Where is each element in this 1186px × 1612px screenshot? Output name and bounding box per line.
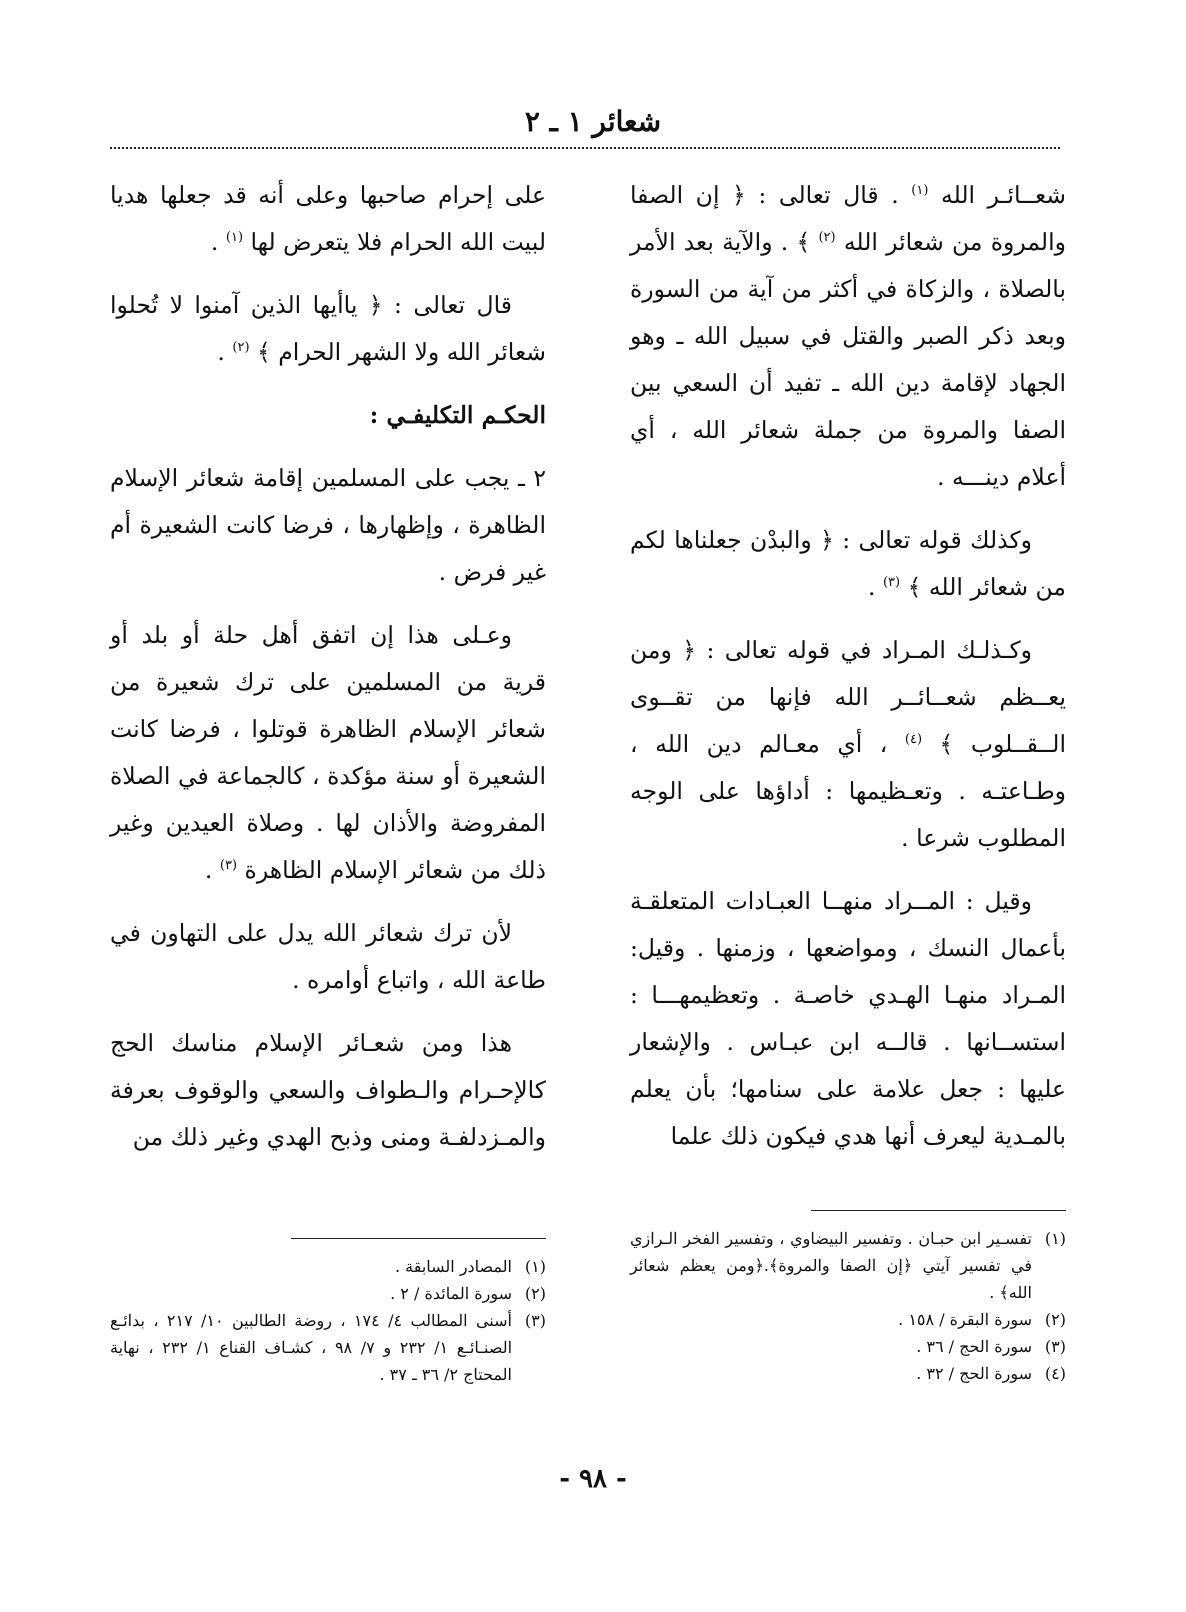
header-dotted-rule <box>110 147 1060 149</box>
footnote-number: (١) <box>524 1257 546 1276</box>
left-text-column <box>110 172 546 1177</box>
paragraph-text: قال تعالى : ﴿ ياأيها الذين آمنوا لا تُحلوا شعائر الله ولا الشهر الحرام ﴾ <box>110 291 546 366</box>
left-paragraph-6 <box>110 1020 546 1161</box>
footnote-number: (٢) <box>524 1284 546 1303</box>
right-footnotes <box>630 1210 1066 1387</box>
left-paragraph-1 <box>110 172 546 266</box>
right-paragraph-1 <box>630 172 1066 501</box>
left-paragraph-4 <box>110 612 546 894</box>
footnote-item <box>630 1360 1066 1387</box>
footnote-number: (٣) <box>524 1311 546 1330</box>
footnote-text: سورة الحج / ٣٢ . <box>916 1364 1032 1383</box>
footnote-number: (١) <box>1044 1229 1066 1248</box>
left-paragraph-2 <box>110 282 546 376</box>
paragraph-text: . <box>210 228 219 256</box>
paragraph-text: . قال تعالى : ﴿ إن الصفا والمروة من شعائر الله <box>630 181 1066 256</box>
footnote-marker: (٢) <box>232 340 250 356</box>
paragraph-text: ٢ ـ يجب على المسلمين إقامة شعائر الإسلام الظاهرة ، وإظهارها ، فرضا كانت الشعيرة أم غير فرض . <box>110 464 546 586</box>
footnote-marker: (١) <box>225 230 244 246</box>
footnote-rule <box>291 1238 546 1239</box>
footnote-text: تفسـير ابن حبـان . وتفسير البيضاوي ، وتفسير الفخر الـرازي في تفسير آيتي ﴿إن الصفا والمروة﴾.﴿ومن يعظم شعائر الله﴾ . <box>630 1229 1032 1302</box>
left-footnotes <box>110 1238 546 1388</box>
footnote-item <box>110 1280 546 1307</box>
paragraph-text: ، أي معـالم دين الله ، وطـاعتـه . وتعـظيمها : أداؤها على الوجه المطلوب شرعا . <box>630 730 1066 852</box>
footnote-marker: (٤) <box>904 732 923 748</box>
right-paragraph-3 <box>630 627 1066 862</box>
paragraph-text: لأن ترك شعائر الله يدل على التهاون في طاعة الله ، واتباع أوامره . <box>110 919 546 994</box>
footnote-item <box>630 1225 1066 1306</box>
footnote-item <box>110 1253 546 1280</box>
paragraph-text: . <box>217 338 225 366</box>
footnote-item <box>630 1306 1066 1333</box>
footnote-rule <box>811 1210 1066 1211</box>
footnote-text: سورة البقرة / ١٥٨ . <box>898 1310 1032 1329</box>
paragraph-text: ﴾ . والآية بعد الأمر بالصلاة ، والزكاة في أكثر من آية من السورة وبعد ذكر الصبر والقتل في سبيل الله ـ وهو الجهاد لإقامة دين الله ـ تفيد أن السعي بين الصفا والمروة من جملة شعائر الله ، أي أعلام دينـــه . <box>630 228 1066 491</box>
heading-text: الحكـم التكليفـي : <box>369 401 546 429</box>
paragraph-text: شعــائـر الله <box>941 181 1066 209</box>
footnote-marker: (٢) <box>818 230 836 246</box>
paragraph-text: على إحرام صاحبها وعلى أنه قد جعلها هديا لبيت الله الحرام فلا يتعرض لها <box>110 181 546 256</box>
right-paragraph-2 <box>630 517 1066 611</box>
footnote-number: (٢) <box>1044 1310 1066 1329</box>
paragraph-text: وكـذلـك المـراد في قوله تعالى : ﴿ ومن يعــظم شعــائــر الله فإنها من تقــوى الــقــلوب ﴾ <box>630 636 1066 758</box>
section-heading <box>110 392 546 439</box>
left-paragraph-5 <box>110 910 546 1004</box>
footnote-marker: (٣) <box>882 575 901 591</box>
paragraph-text: هذا ومن شعـائر الإسلام مناسك الحج كالإحـرام والـطواف والسعي والوقوف بعرفة والمـزدلفـة ومنى وذبح الهدي وغير ذلك من <box>110 1029 546 1151</box>
paragraph-text: وعـلى هذا إن اتفق أهل حلة أو بلد أو قرية من المسلمين على ترك شعيرة من شعائر الإسلام الظاهرة قوتلوا ، فرضا كانت الشعيرة أو سنة مؤكدة ، كالجماعة في الصلاة المفروضة والأذان لها . وصلاة العيدين وغير ذلك من شعائر الإسلام الظاهرة <box>110 621 546 884</box>
footnote-number: (٤) <box>1044 1364 1066 1383</box>
footnote-text: سورة الحج / ٣٦ . <box>916 1337 1032 1356</box>
footnote-text: سورة المائدة / ٢ . <box>390 1284 512 1303</box>
page-number: - ٩٨ - <box>559 1464 627 1494</box>
paragraph-text: وقيل : المــراد منهــا العبـادات المتعلقـة بأعمال النسك ، ومواضعها ، وزمنها . وقيل: المـراد منهـا الهـدي خاصـة . وتعظيمهـــا : استســانها . قالــه ابن عبـاس . والإشعار عليها : جعل علامة على سنامها؛ بأن يعلم بالمـدية ليعرف أنها هدي فيكون ذلك علما <box>630 887 1066 1150</box>
footnote-number: (٣) <box>1044 1337 1066 1356</box>
running-head: شعائر ١ ـ ٢ <box>524 105 662 138</box>
right-paragraph-4 <box>630 878 1066 1160</box>
left-paragraph-3 <box>110 455 546 596</box>
paragraph-text: . <box>867 573 876 601</box>
footnote-marker: (٣) <box>219 858 238 874</box>
footnote-text: المصادر السابقة . <box>394 1257 512 1276</box>
right-text-column <box>630 172 1066 1176</box>
paragraph-text: وكذلك قوله تعالى : ﴿ والبدْن جعلناها لكم من شعائر الله ﴾ <box>630 526 1066 601</box>
footnote-marker: (١) <box>911 183 929 199</box>
footnote-item <box>110 1307 546 1388</box>
footnote-item <box>630 1333 1066 1360</box>
paragraph-text: . <box>204 856 213 884</box>
footnote-text: أسنى المطالب ٤/ ١٧٤ ، روضة الطالبين ١٠/ ٢١٧ ، بدائـع الصنـائـع ١/ ٢٣٢ و ٧/ ٩٨ ، كشـاف القناع ١/ ٢٣٢ ، نهاية المحتاج ٢/ ٣٦ ـ ٣٧ . <box>110 1311 513 1384</box>
